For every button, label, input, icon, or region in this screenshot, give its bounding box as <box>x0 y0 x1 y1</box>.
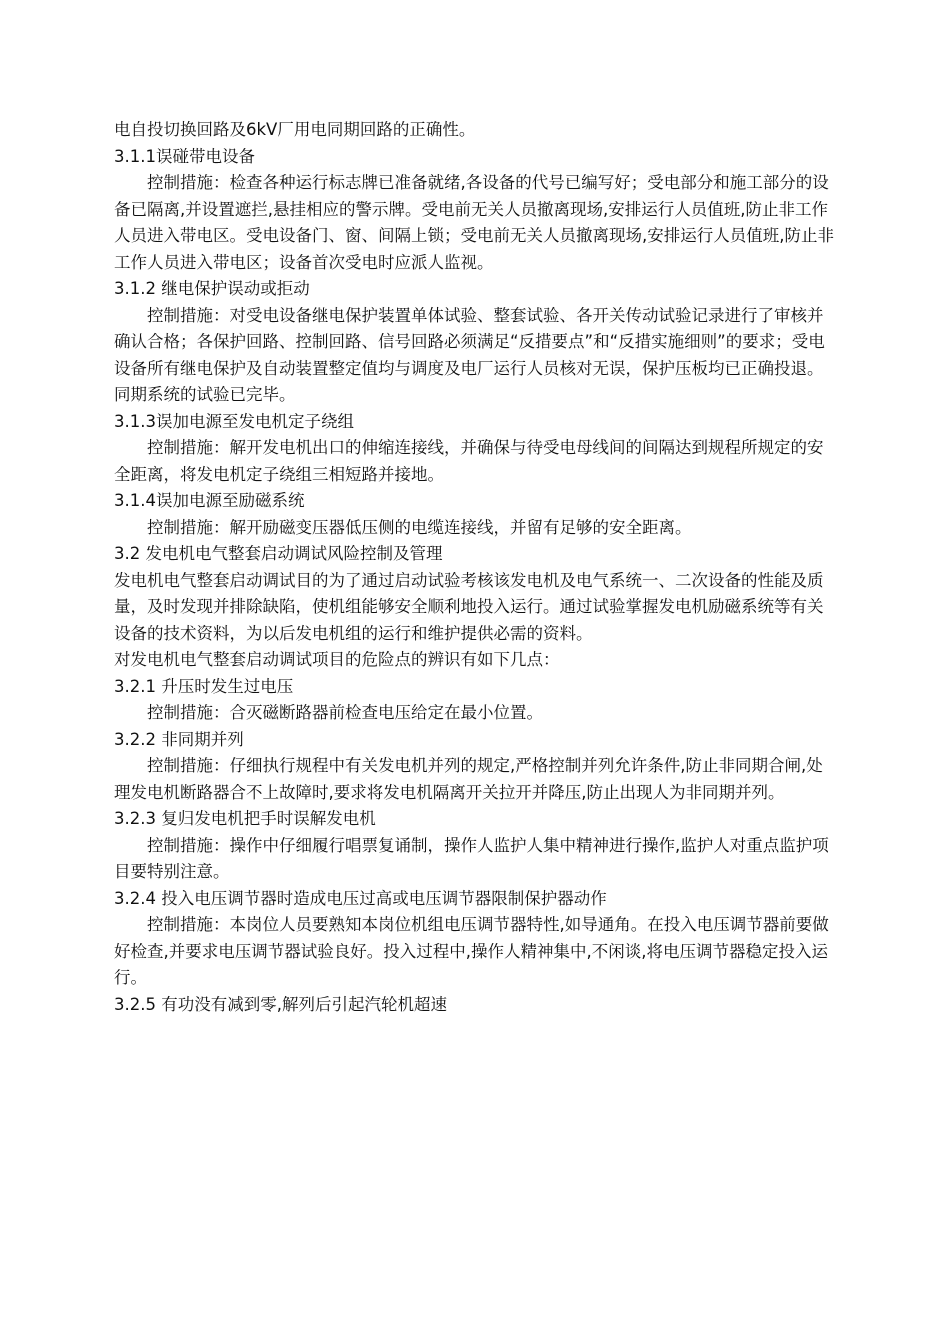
section-heading-3-1-1: 3.1.1误碰带电设备 <box>114 146 255 166</box>
paragraph: 对发电机电气整套启动调试项目的危险点的辨识有如下几点： <box>114 650 560 669</box>
document-page <box>114 117 838 1018</box>
paragraph: 控制措施：解开发电机出口的伸缩连接线，并确保与待受电母线间的间隔达到规程所规定的安全距离，将发电机定子绕组三相短路并接地。 <box>114 438 824 484</box>
paragraph: 控制措施：对受电设备继电保护装置单体试验、整套试验、各开关传动试验记录进行了审核并确认合格；各保护回路、控制回路、信号回路必须满足“反措要点”和“反措实施细则”的要求；受电设备所有继电保护及自动装置整定值均与调度及电厂运行人员核对无误，保护压板均已正确投退。同期系统的试验已完毕。 <box>114 305 825 404</box>
section-heading-3-2: 3.2 发电机电气整套启动调试风险控制及管理 <box>114 544 443 563</box>
paragraph: 发电机电气整套启动调试目的为了通过启动试验考核该发电机及电气系统一、二次设备的性能及质量，及时发现并排除缺陷，使机组能够安全顺利地投入运行。通过试验掌握发电机励磁系统等有关设备的技术资料，为以后发电机组的运行和维护提供必需的资料。 <box>114 570 824 643</box>
section-heading-3-2-1: 3.2.1 升压时发生过电压 <box>114 676 294 696</box>
paragraph: 控制措施：解开励磁变压器低压侧的电缆连接线，并留有足够的安全距离。 <box>147 517 692 537</box>
paragraph: 控制措施：仔细执行规程中有关发电机并列的规定,严格控制并列允许条件,防止非同期合闸,处理发电机断路器合不上故障时,要求将发电机隔离开关拉开并降压,防止出现人为非同期并列。 <box>114 756 823 802</box>
paragraph-continuation: 电自投切换回路及6kV厂用电同期回路的正确性。 <box>114 120 476 139</box>
section-heading-3-2-4: 3.2.4 投入电压调节器时造成电压过高或电压调节器限制保护器动作 <box>114 888 607 908</box>
paragraph: 控制措施：本岗位人员要熟知本岗位机组电压调节器特性,如导通角。在投入电压调节器前要做好检查,并要求电压调节器试验良好。投入过程中,操作人精神集中,不闲谈,将电压调节器稳定投入运行。 <box>114 915 829 987</box>
section-heading-3-1-4: 3.1.4误加电源至励磁系统 <box>114 491 305 510</box>
section-heading-3-2-5: 3.2.5 有功没有减到零,解列后引起汽轮机超速 <box>114 994 447 1014</box>
section-heading-3-1-3: 3.1.3误加电源至发电机定子绕组 <box>114 411 354 431</box>
paragraph: 控制措施：操作中仔细履行唱票复诵制，操作人监护人集中精神进行操作,监护人对重点监护项目要特别注意。 <box>114 835 829 881</box>
section-heading-3-1-2: 3.1.2 继电保护误动或拒动 <box>114 279 310 298</box>
section-heading-3-2-3: 3.2.3 复归发电机把手时误解发电机 <box>114 809 376 828</box>
section-heading-3-2-2: 3.2.2 非同期并列 <box>114 729 244 749</box>
paragraph: 控制措施：检查各种运行标志牌已准备就绪,各设备的代号已编写好；受电部分和施工部分的设备已隔离,并设置遮拦,悬挂相应的警示牌。受电前无关人员撤离现场,安排运行人员值班,防止非工作人员进入带电区。受电设备门、窗、间隔上锁；受电前无关人员撤离现场,安排运行人员值班,防止非工作人员进入带电区；设备首次受电时应派人监视。 <box>114 173 834 272</box>
paragraph: 控制措施：合灭磁断路器前检查电压给定在最小位置。 <box>147 703 543 722</box>
